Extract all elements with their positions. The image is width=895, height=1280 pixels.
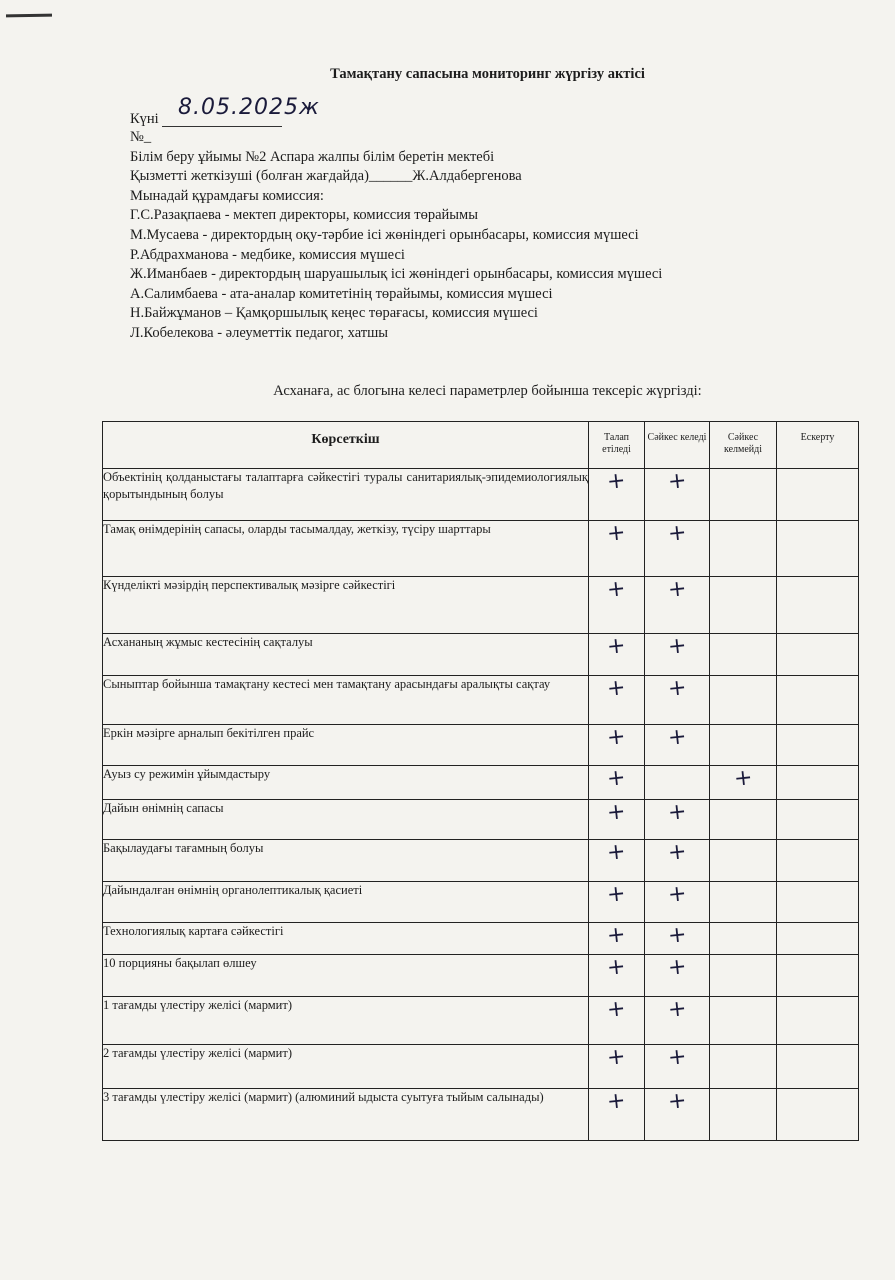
note-cell <box>777 725 859 766</box>
table-row <box>103 1045 859 1089</box>
note-cell <box>777 676 859 725</box>
compliant-mark: + <box>645 1089 710 1141</box>
required-mark: + <box>589 725 645 766</box>
table-row <box>103 725 859 766</box>
note-cell <box>777 1089 859 1141</box>
table-row <box>103 1089 859 1141</box>
noncompliant-mark <box>710 469 777 521</box>
noncompliant-mark <box>710 676 777 725</box>
indicator-cell: Дайын өнімнің сапасы <box>103 800 589 840</box>
compliant-mark: + <box>645 634 710 676</box>
compliant-mark <box>645 766 710 800</box>
document-title: Тамақтану сапасына мониторинг жүргізу актісі <box>330 66 645 82</box>
table-row <box>103 882 859 923</box>
date-underline <box>162 126 282 127</box>
required-mark: + <box>589 521 645 577</box>
indicator-cell: Күнделікті мәзірдің перспективалық мәзірге сәйкестігі <box>103 577 589 634</box>
commission-member: Г.С.Разақпаева - мектеп директоры, комиссия төрайымы <box>130 207 478 224</box>
handwritten-date: 8.05.2025ж <box>178 95 320 120</box>
compliant-mark: + <box>645 800 710 840</box>
corner-pen-mark <box>6 14 52 18</box>
school-line: Білім беру ұйымы №2 Аспара жалпы білім беретін мектебі <box>130 148 495 165</box>
indicator-cell: 2 тағамды үлестіру желісі (мармит) <box>103 1045 589 1089</box>
noncompliant-mark <box>710 923 777 955</box>
header-compliant: Сәйкес келеді <box>645 422 710 469</box>
commission-member: Ж.Иманбаев - директордың шаруашылық ісі жөніндегі орынбасары, комиссия мүшесі <box>130 266 663 283</box>
required-mark: + <box>589 923 645 955</box>
note-cell <box>777 840 859 882</box>
noncompliant-mark <box>710 800 777 840</box>
indicator-cell: 10 порцияны бақылап өлшеу <box>103 955 589 997</box>
commission-intro: Мынадай құрамдағы комиссия: <box>130 187 324 204</box>
required-mark: + <box>589 676 645 725</box>
noncompliant-mark <box>710 955 777 997</box>
required-mark: + <box>589 469 645 521</box>
compliant-mark: + <box>645 882 710 923</box>
required-mark: + <box>589 634 645 676</box>
indicator-cell: Еркін мәзірге арналып бекітілген прайс <box>103 725 589 766</box>
commission-member: Р.Абдрахманова - медбике, комиссия мүшесі <box>130 246 405 263</box>
note-cell <box>777 766 859 800</box>
noncompliant-mark <box>710 521 777 577</box>
required-mark: + <box>589 840 645 882</box>
commission-member: А.Салимбаева - ата-аналар комитетінің төрайымы, комиссия мүшесі <box>130 285 553 302</box>
noncompliant-mark <box>710 882 777 923</box>
check-intro: Асханаға, ас блогына келесі параметрлер бойынша тексеріс жүргізді: <box>273 383 702 399</box>
indicator-cell: Объектінің қолданыстағы талаптарға сәйкестігі туралы санитариялық-эпидемиологиялық қорытындының болуы <box>103 469 589 521</box>
noncompliant-mark <box>710 997 777 1045</box>
note-cell <box>777 923 859 955</box>
required-mark: + <box>589 577 645 634</box>
noncompliant-mark <box>710 577 777 634</box>
compliant-mark: + <box>645 676 710 725</box>
indicator-cell: Технологиялық картаға сәйкестігі <box>103 923 589 955</box>
number-line: №_ <box>130 129 152 145</box>
note-cell <box>777 955 859 997</box>
commission-member: М.Мусаева - директордың оқу-тәрбие ісі жөніндегі орынбасары, комиссия мүшесі <box>130 226 639 243</box>
header-noncompliant: Сәйкес келмейді <box>710 422 777 469</box>
indicator-cell: 1 тағамды үлестіру желісі (мармит) <box>103 997 589 1045</box>
compliant-mark: + <box>645 725 710 766</box>
indicator-cell: Тамақ өнімдерінің сапасы, оларды тасымалдау, жеткізу, түсіру шарттары <box>103 521 589 577</box>
commission-member: Н.Байжұманов – Қамқоршылық кеңес төрағасы, комиссия мүшесі <box>130 305 538 322</box>
table-row <box>103 634 859 676</box>
compliant-mark: + <box>645 955 710 997</box>
required-mark: + <box>589 997 645 1045</box>
compliant-mark: + <box>645 840 710 882</box>
compliant-mark: + <box>645 521 710 577</box>
inspection-table <box>102 421 859 1141</box>
required-mark: + <box>589 882 645 923</box>
note-cell <box>777 882 859 923</box>
document-header <box>130 95 850 344</box>
compliant-mark: + <box>645 1045 710 1089</box>
required-mark: + <box>589 1045 645 1089</box>
compliant-mark: + <box>645 577 710 634</box>
noncompliant-mark: + <box>710 766 777 800</box>
table-row <box>103 955 859 997</box>
noncompliant-mark <box>710 840 777 882</box>
indicator-cell: Сыныптар бойынша тамақтану кестесі мен тамақтану арасындағы аралықты сақтау <box>103 676 589 725</box>
required-mark: + <box>589 766 645 800</box>
noncompliant-mark <box>710 725 777 766</box>
table-row <box>103 521 859 577</box>
header-indicator: Көрсеткіш <box>103 422 589 469</box>
required-mark: + <box>589 1089 645 1141</box>
note-cell <box>777 521 859 577</box>
note-cell <box>777 1045 859 1089</box>
table-row <box>103 800 859 840</box>
note-cell <box>777 800 859 840</box>
indicator-cell: Дайындалған өнімнің органолептикалық қасиеті <box>103 882 589 923</box>
compliant-mark: + <box>645 923 710 955</box>
compliant-mark: + <box>645 469 710 521</box>
provider-line: Қызметті жеткізуші (болған жағдайда)______Ж.Алдабергенова <box>130 168 522 185</box>
note-cell <box>777 997 859 1045</box>
commission-member: Л.Кобелекова - әлеуметтік педагог, хатшы <box>130 324 389 341</box>
header-required: Талап етіледі <box>589 422 645 469</box>
required-mark: + <box>589 800 645 840</box>
noncompliant-mark <box>710 1089 777 1141</box>
indicator-cell: Ауыз су режимін ұйымдастыру <box>103 766 589 800</box>
table-row <box>103 766 859 800</box>
table-row <box>103 840 859 882</box>
note-cell <box>777 577 859 634</box>
table-row <box>103 923 859 955</box>
note-cell <box>777 469 859 521</box>
note-cell <box>777 634 859 676</box>
required-mark: + <box>589 955 645 997</box>
indicator-cell: Асхананың жұмыс кестесінің сақталуы <box>103 634 589 676</box>
noncompliant-mark <box>710 634 777 676</box>
table-row <box>103 997 859 1045</box>
date-label: Күні <box>130 111 159 127</box>
indicator-cell: Бақылаудағы тағамның болуы <box>103 840 589 882</box>
date-line <box>130 95 850 128</box>
noncompliant-mark <box>710 1045 777 1089</box>
table-row <box>103 469 859 521</box>
table-header-row <box>103 422 859 469</box>
table-row <box>103 577 859 634</box>
indicator-cell: 3 тағамды үлестіру желісі (мармит) (алюминий ыдыста суытуға тыйым салынады) <box>103 1089 589 1141</box>
compliant-mark: + <box>645 997 710 1045</box>
table-row <box>103 676 859 725</box>
header-note: Ескерту <box>777 422 859 469</box>
